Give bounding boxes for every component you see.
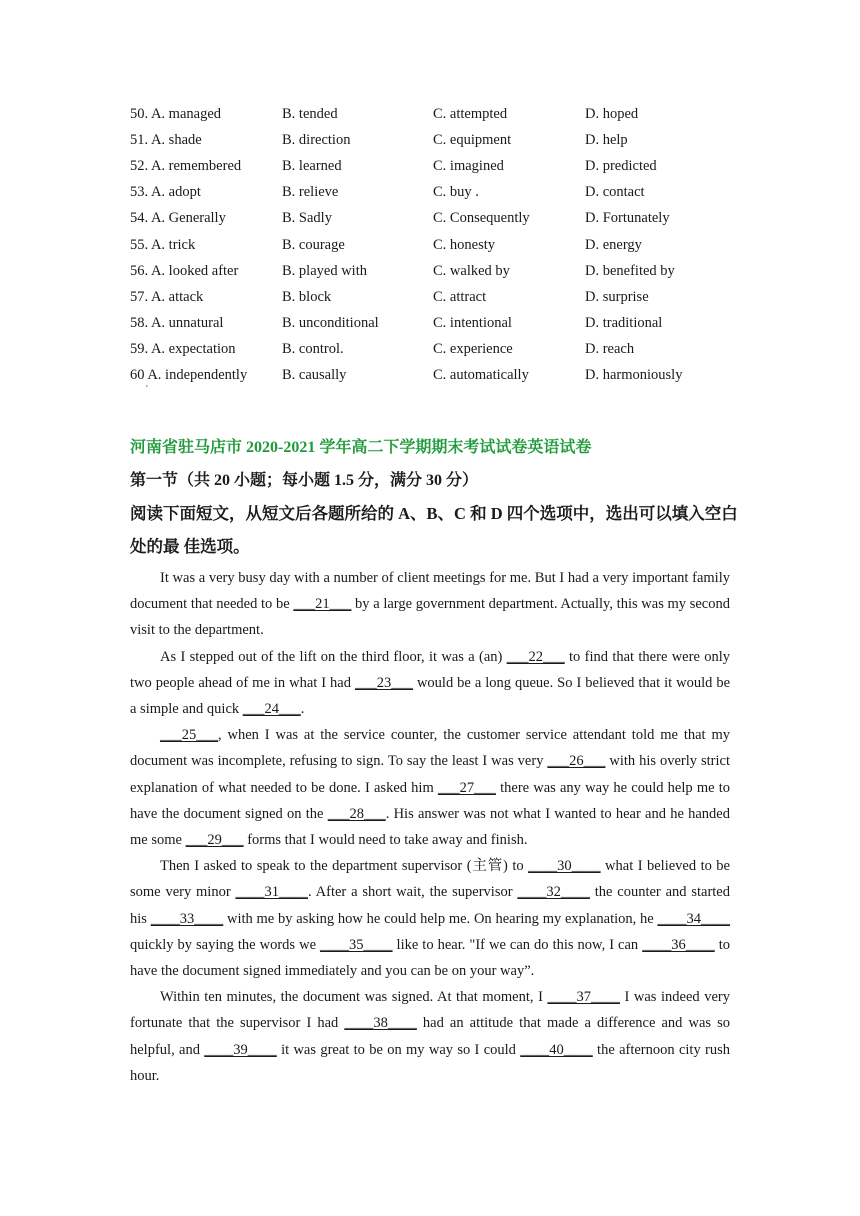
option-c: C. honesty — [433, 236, 496, 253]
option-c: C. Consequently — [433, 210, 530, 227]
passage-paragraph — [130, 722, 730, 853]
passage-paragraph — [130, 644, 730, 723]
passage-text: . His answer was not what I wanted to hear and he handed me some — [130, 805, 730, 849]
blank-number: ____40____ — [520, 1041, 593, 1058]
blank-number: ___27___ — [437, 779, 496, 796]
passage-text: Then I asked to speak to the department supervisor (主管) to — [160, 858, 529, 875]
option-row — [130, 363, 750, 389]
blank-number: ___29___ — [185, 832, 244, 849]
option-d: D. predicted — [585, 157, 657, 174]
option-c: C. imagined — [433, 157, 504, 174]
passage-text: with his overly strict explanation of what needed to be done. I asked him — [130, 753, 730, 796]
blank-number: ____31____ — [235, 884, 308, 901]
option-a: 57. A. attack — [130, 288, 204, 305]
passage-text: there was any way he could help me to have the document signed on the — [130, 779, 730, 822]
cloze-passage — [130, 565, 730, 1089]
option-a: 51. A. shade — [130, 131, 202, 148]
passage-text: quickly by saying the words we — [130, 936, 321, 953]
passage-text: with me by asking how he could help me. On hearing my explanation, he — [223, 910, 658, 927]
option-a: 54. A. Generally — [130, 210, 226, 227]
option-b: B. learned — [282, 157, 342, 174]
passage-text: . — [300, 701, 305, 718]
option-a: 59. A. expectation — [130, 341, 236, 358]
option-a: 58. A. unnatural — [130, 315, 224, 332]
option-row — [130, 180, 750, 206]
option-c: C. equipment — [433, 131, 512, 148]
option-c: C. walked by — [433, 262, 510, 279]
blank-number: ___26___ — [547, 753, 606, 770]
instructions: 阅读下面短文，从短文后各题所给的 A、B、C 和 D 四个选项中，选出可以填入空白处的最 佳选项。 — [130, 504, 738, 556]
option-d: D. hoped — [585, 105, 639, 122]
passage-text: what I believed to be some very minor — [130, 858, 730, 901]
passage-text: it was great to be on my way so I could — [276, 1041, 521, 1058]
option-a: 52. A. remembered — [130, 157, 242, 174]
option-d: D. contact — [585, 184, 645, 201]
blank-number: ____30____ — [528, 858, 601, 875]
option-row — [130, 337, 750, 363]
blank-number: ____33____ — [150, 910, 224, 927]
blank-number: ___25___ — [160, 727, 218, 744]
blank-number: ___21___ — [293, 596, 352, 613]
option-c: C. attract — [433, 288, 487, 305]
passage-text: the afternoon city rush hour. — [130, 1041, 730, 1084]
option-b: B. relieve — [282, 184, 339, 201]
exam-source-heading: 河南省驻马店市 2020-2021 学年高二下学期期末考试试卷英语试卷 — [130, 439, 592, 456]
blank-number: ____38____ — [344, 1015, 417, 1032]
option-row — [130, 284, 750, 310]
option-c: C. experience — [433, 341, 513, 358]
option-b: B. direction — [282, 131, 351, 148]
blank-number: ___28___ — [327, 805, 386, 822]
option-d: D. benefited by — [585, 262, 675, 279]
section-title: 第一节（共 20 小题；每小题 1.5 分，满分 30 分） — [130, 472, 479, 489]
option-d: D. surprise — [585, 288, 649, 305]
option-row — [130, 206, 750, 232]
passage-text: the counter and started his — [130, 884, 730, 927]
passage-text: It was a very busy day with a number of client meetings for me. But I had a very important family document that needed to be — [130, 570, 730, 613]
option-b: B. causally — [282, 367, 347, 384]
passage-text: had an attitude that made a difference and was so helpful, and — [130, 1015, 730, 1058]
blank-number: ____35____ — [320, 936, 393, 953]
passage-text: , when I was at the service counter, the customer service attendant told me that my document was incomplete, refusing to sign. To say the least I was very — [130, 727, 730, 770]
option-c: C. buy . — [433, 184, 479, 201]
option-row — [130, 101, 750, 127]
blank-number: ____37____ — [547, 989, 620, 1006]
option-b: B. control. — [282, 341, 344, 358]
passage-text: As I stepped out of the lift on the third floor, it was a (an) — [160, 648, 507, 665]
blank-number: ____34____ — [657, 910, 730, 927]
passage-text: Within ten minutes, the document was signed. At that moment, I — [160, 989, 548, 1006]
option-d: D. help — [585, 131, 628, 148]
option-d: D. harmoniously — [585, 367, 683, 384]
blank-number: ____36____ — [642, 936, 715, 953]
option-a: 53. A. adopt — [130, 184, 201, 201]
option-a: 55. A. trick — [130, 236, 196, 253]
passage-text: forms that I would need to take away and finish. — [243, 832, 528, 849]
option-row — [130, 153, 750, 179]
option-b: B. played with — [282, 262, 367, 279]
stray-mark: ' — [146, 384, 148, 395]
passage-text: I was indeed very fortunate that the supervisor I had — [130, 989, 730, 1032]
blank-number: ____32____ — [517, 884, 590, 901]
blank-number: ___23___ — [354, 674, 413, 691]
option-c: C. automatically — [433, 367, 529, 384]
passage-text: by a large government department. Actually, this was my second visit to the department. — [130, 596, 730, 639]
passage-text: to find that there were only two people ahead of me in what I had — [130, 648, 730, 691]
answer-options-table — [130, 101, 750, 389]
option-b: B. Sadly — [282, 210, 332, 227]
passage-paragraph — [130, 984, 730, 1089]
option-c: C. attempted — [433, 105, 508, 122]
passage-paragraph — [130, 565, 730, 644]
option-a: 60 A. independently — [130, 367, 248, 384]
passage-text: like to hear. "If we can do this now, I can — [392, 936, 643, 953]
passage-paragraph — [130, 853, 730, 984]
option-b: B. courage — [282, 236, 345, 253]
option-row — [130, 232, 750, 258]
option-c: C. intentional — [433, 315, 512, 332]
blank-number: ___22___ — [506, 648, 565, 665]
blank-number: ___24___ — [242, 701, 301, 718]
option-row — [130, 258, 750, 284]
option-d: D. Fortunately — [585, 210, 670, 227]
option-d: D. reach — [585, 341, 635, 358]
passage-text: to have the document signed immediately and you can be on your way”. — [130, 936, 730, 980]
option-d: D. traditional — [585, 315, 663, 332]
option-b: B. block — [282, 288, 332, 305]
option-row — [130, 311, 750, 337]
passage-text: . After a short wait, the supervisor — [308, 884, 518, 901]
option-row — [130, 127, 750, 153]
option-a: 50. A. managed — [130, 105, 222, 122]
option-d: D. energy — [585, 236, 642, 253]
option-a: 56. A. looked after — [130, 262, 239, 279]
option-b: B. tended — [282, 105, 338, 122]
blank-number: ____39____ — [204, 1041, 277, 1058]
passage-text: would be a long queue. So I believed that it would be a simple and quick — [130, 674, 731, 718]
option-b: B. unconditional — [282, 315, 379, 332]
